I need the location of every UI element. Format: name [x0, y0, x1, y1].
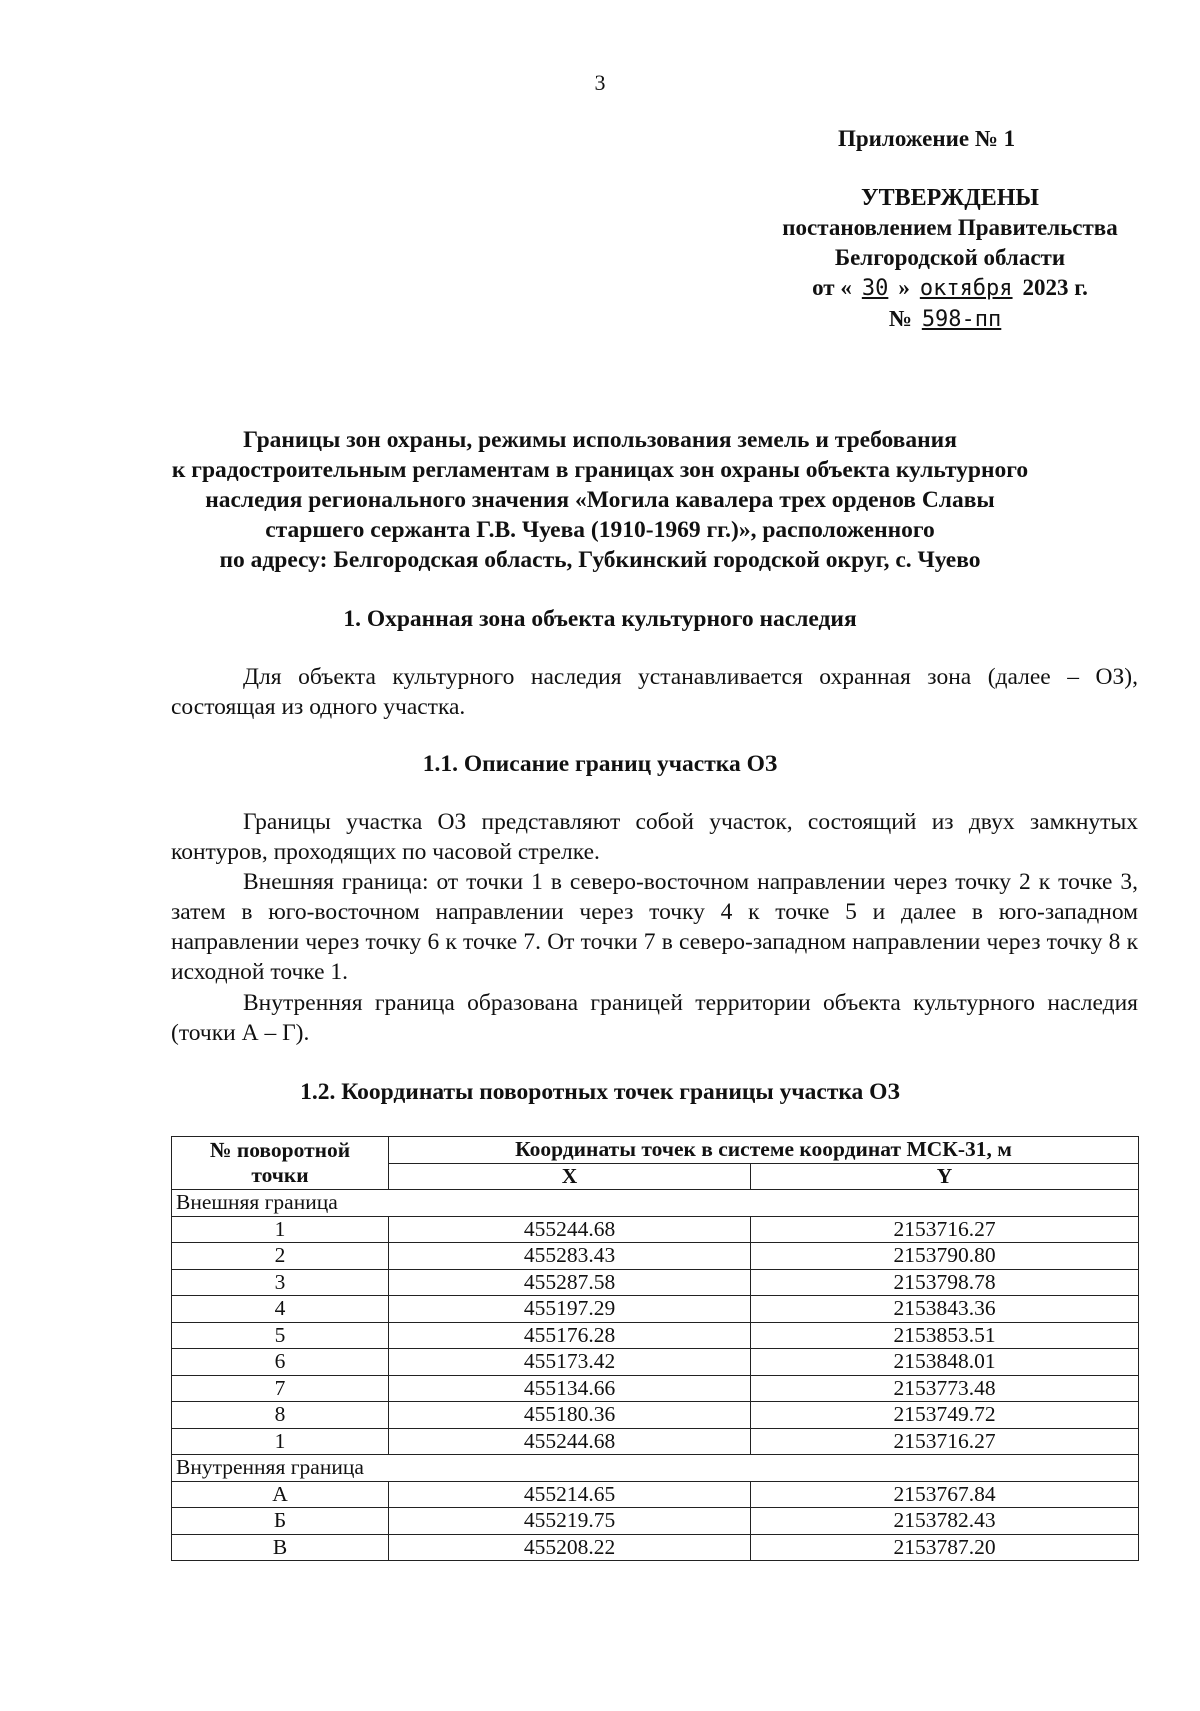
y-value: 2153716.27 [751, 1428, 1139, 1455]
point-id: 2 [172, 1243, 389, 1270]
point-id: 3 [172, 1269, 389, 1296]
table-row [172, 1508, 1139, 1535]
section12-title: 1.2. Координаты поворотных точек границы участка ОЗ [300, 1079, 900, 1105]
x-value: 455287.58 [389, 1269, 751, 1296]
number-prefix: № [888, 306, 912, 331]
heading-line: старшего сержанта Г.В. Чуева (1910-1969 гг.)», расположенного [265, 517, 935, 543]
point-id: 1 [172, 1216, 389, 1243]
y-value: 2153848.01 [751, 1349, 1139, 1376]
point-id: 4 [172, 1296, 389, 1323]
heading-line: Границы зон охраны, режимы использования земель и требования [243, 427, 957, 453]
approval-line1: постановлением Правительства [782, 215, 1118, 240]
y-value: 2153773.48 [751, 1375, 1139, 1402]
point-id: 5 [172, 1322, 389, 1349]
approval-title: УТВЕРЖДЕНЫ [861, 185, 1039, 211]
point-id: 8 [172, 1402, 389, 1429]
table-row [172, 1481, 1139, 1508]
coords-system-header: Координаты точек в системе координат МСК-31, м [389, 1137, 1139, 1164]
y-value: 2153749.72 [751, 1402, 1139, 1429]
x-value: 455180.36 [389, 1402, 751, 1429]
x-value: 455283.43 [389, 1243, 751, 1270]
page-number: 3 [594, 70, 606, 95]
number-value: 598-пп [921, 307, 1002, 332]
outer-boundary-label: Внешняя граница [172, 1190, 1139, 1217]
table-row [172, 1243, 1139, 1270]
x-value: 455173.42 [389, 1349, 751, 1376]
table-row [172, 1428, 1139, 1455]
y-value: 2153782.43 [751, 1508, 1139, 1535]
y-value: 2153787.20 [751, 1534, 1139, 1561]
x-value: 455176.28 [389, 1322, 751, 1349]
x-value: 455134.66 [389, 1375, 751, 1402]
date-mid: » [898, 275, 910, 300]
y-value: 2153767.84 [751, 1481, 1139, 1508]
section1-title: 1. Охранная зона объекта культурного наследия [343, 606, 857, 632]
x-header: X [389, 1163, 751, 1190]
y-value: 2153790.80 [751, 1243, 1139, 1270]
document-heading [150, 425, 1050, 575]
table-row [172, 1349, 1139, 1376]
x-value: 455219.75 [389, 1508, 751, 1535]
x-value: 455244.68 [389, 1428, 751, 1455]
point-number-header [172, 1137, 389, 1190]
point-header-line2: точки [251, 1163, 309, 1187]
y-value: 2153853.51 [751, 1322, 1139, 1349]
x-value: 455208.22 [389, 1534, 751, 1561]
heading-line: по адресу: Белгородская область, Губкинский городской округ, с. Чуево [219, 547, 981, 573]
table-row [172, 1296, 1139, 1323]
heading-line: наследия регионального значения «Могила кавалера трех орденов Славы [205, 487, 995, 513]
date-prefix: от « [812, 275, 852, 300]
inner-boundary-label: Внутренняя граница [172, 1455, 1139, 1482]
heading-line: к градостроительным регламентам в границах зон охраны объекта культурного [171, 457, 1029, 483]
point-id: 7 [172, 1375, 389, 1402]
section1-text: Для объекта культурного наследия устанавливается охранная зона (далее – ОЗ), состоящая из одного участка. [171, 664, 1138, 720]
table-row [172, 1269, 1139, 1296]
y-value: 2153843.36 [751, 1296, 1139, 1323]
appendix-label: Приложение № 1 [838, 126, 1016, 151]
point-header-line1: № поворотной [209, 1138, 351, 1162]
x-value: 455197.29 [389, 1296, 751, 1323]
point-id: 6 [172, 1349, 389, 1376]
y-value: 2153716.27 [751, 1216, 1139, 1243]
point-id: А [172, 1481, 389, 1508]
approval-block [720, 183, 1180, 335]
table-row [172, 1216, 1139, 1243]
table-row [172, 1534, 1139, 1561]
table-row [172, 1402, 1139, 1429]
section11-title: 1.1. Описание границ участка ОЗ [422, 751, 778, 777]
section11-p3: Внутренняя граница образована границей территории объекта культурного наследия (точки А – Г). [171, 990, 1138, 1046]
approval-number [720, 304, 1180, 335]
date-month: октября [919, 276, 1013, 301]
table-row [172, 1322, 1139, 1349]
approval-line2: Белгородской области [834, 245, 1066, 270]
point-id: Б [172, 1508, 389, 1535]
date-day: 30 [861, 276, 889, 301]
x-value: 455214.65 [389, 1481, 751, 1508]
section11-p2: Внешняя граница: от точки 1 в северо-восточном направлении через точку 2 к точке 3, затем в юго-восточном направлении через точку 4 к точке 5 и далее в юго-западном направлении через точку 6 к точке 7. От точки 7 в северо-западном направлении через точку 8 к исходной точке 1. [171, 869, 1138, 985]
point-id: В [172, 1534, 389, 1561]
approval-date [720, 273, 1180, 304]
point-id: 1 [172, 1428, 389, 1455]
y-header: Y [751, 1163, 1139, 1190]
table-row [172, 1375, 1139, 1402]
section11-p1: Границы участка ОЗ представляют собой участок, состоящий из двух замкнутых контуров, проходящих по часовой стрелке. [171, 809, 1138, 865]
coordinates-body [172, 1190, 1139, 1561]
date-year: 2023 г. [1022, 275, 1088, 300]
coordinates-table [171, 1136, 1139, 1561]
x-value: 455244.68 [389, 1216, 751, 1243]
y-value: 2153798.78 [751, 1269, 1139, 1296]
